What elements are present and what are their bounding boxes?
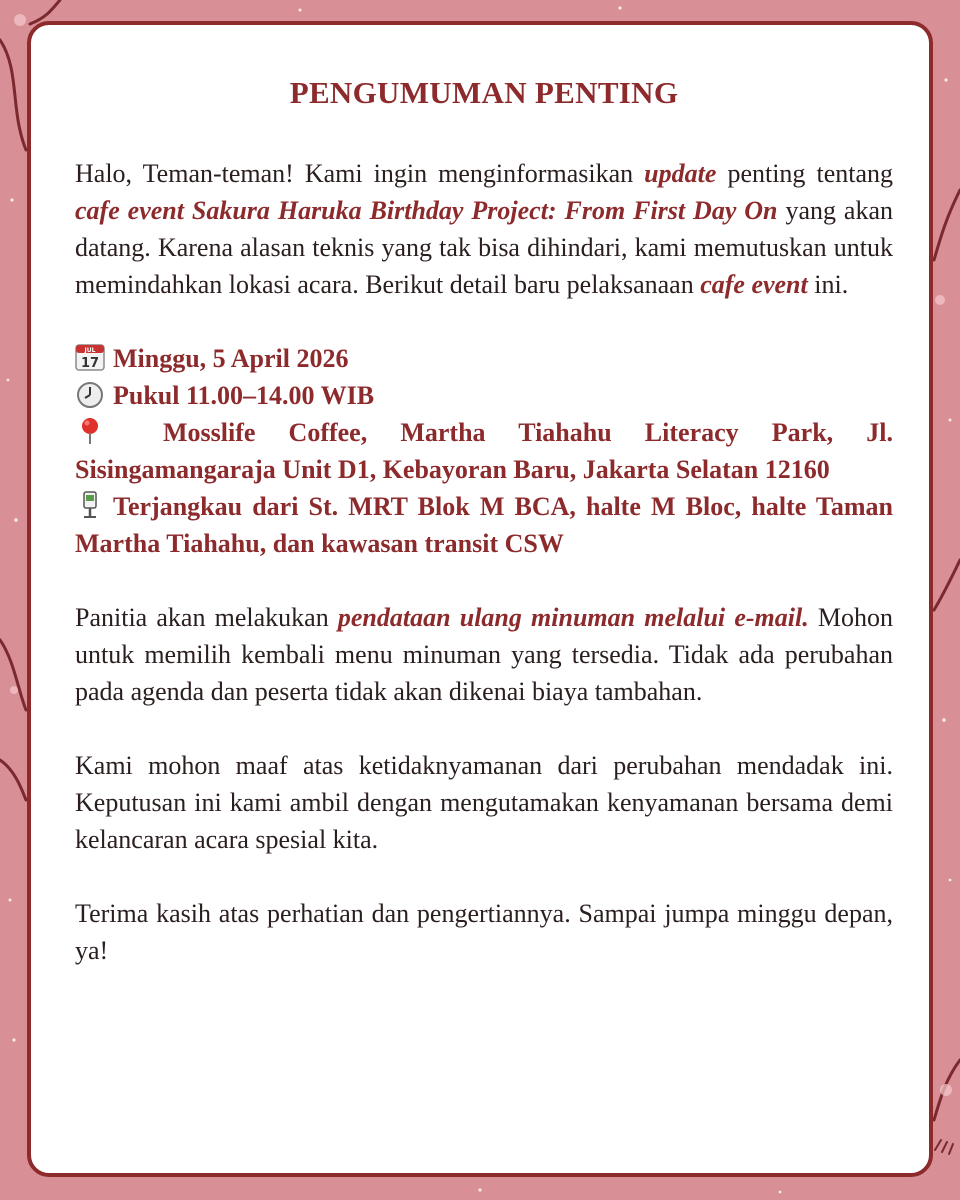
detail-time	[75, 377, 893, 414]
detail-transit	[75, 488, 893, 562]
intro-emphasis-update: update	[644, 159, 717, 188]
event-date: Minggu, 5 April 2026	[113, 344, 349, 373]
detail-date	[75, 340, 893, 377]
registration-emphasis: pendataan ulang minuman melalui e-mail.	[337, 603, 809, 632]
intro-text-1: Halo, Teman-teman! Kami ingin menginformasikan	[75, 159, 645, 188]
announcement-card	[27, 21, 933, 1177]
registration-text-1: Panitia akan melakukan	[75, 603, 338, 632]
detail-location	[75, 414, 893, 488]
svg-text:JUL: JUL	[84, 347, 96, 354]
svg-text:17: 17	[80, 356, 100, 371]
closing-paragraph: Terima kasih atas perhatian dan pengertiannya. Sampai jumpa minggu depan, ya!	[75, 899, 893, 965]
intro-emphasis-cafe-event: cafe event	[700, 270, 808, 299]
apology-paragraph: Kami mohon maaf atas ketidaknyamanan dari perubahan mendadak ini. Keputusan ini kami ambil dengan mengutamakan kenyamanan bersama demi kelancaran acara spesial kita.	[75, 751, 893, 854]
intro-emphasis-event-name: cafe event Sakura Haruka Birthday Project: From First Day On	[75, 196, 778, 225]
intro-text-2: penting tentang	[716, 159, 894, 188]
intro-text-3: yang akan datang. Karena alasan teknis yang tak bisa dihindari, kami memutuskan untuk memindahkan lokasi acara. Berikut detail baru pelaksanaan	[75, 196, 893, 299]
clock-icon	[75, 380, 105, 408]
intro-paragraph	[75, 155, 893, 303]
intro-text-4: ini.	[807, 270, 849, 299]
announcement-content	[75, 73, 893, 969]
event-transit: Terjangkau dari St. MRT Blok M BCA, halte M Bloc, halte Taman Martha Tiahahu, dan kawasan transit CSW	[75, 492, 893, 558]
event-details	[75, 340, 893, 562]
page-title: PENGUMUMAN PENTING	[289, 75, 679, 110]
registration-text-2: Mohon untuk memilih kembali menu minuman yang tersedia. Tidak ada perubahan pada agenda dan peserta tidak akan dikenai biaya tambahan.	[75, 603, 893, 706]
bus-stop-icon	[75, 491, 105, 519]
pin-icon	[75, 417, 105, 445]
calendar-icon	[75, 343, 105, 371]
registration-paragraph	[75, 599, 893, 710]
event-location: Mosslife Coffee, Martha Tiahahu Literacy Park, Jl. Sisingamangaraja Unit D1, Kebayoran Baru, Jakarta Selatan 12160	[75, 418, 893, 484]
event-time: Pukul 11.00–14.00 WIB	[113, 381, 375, 410]
